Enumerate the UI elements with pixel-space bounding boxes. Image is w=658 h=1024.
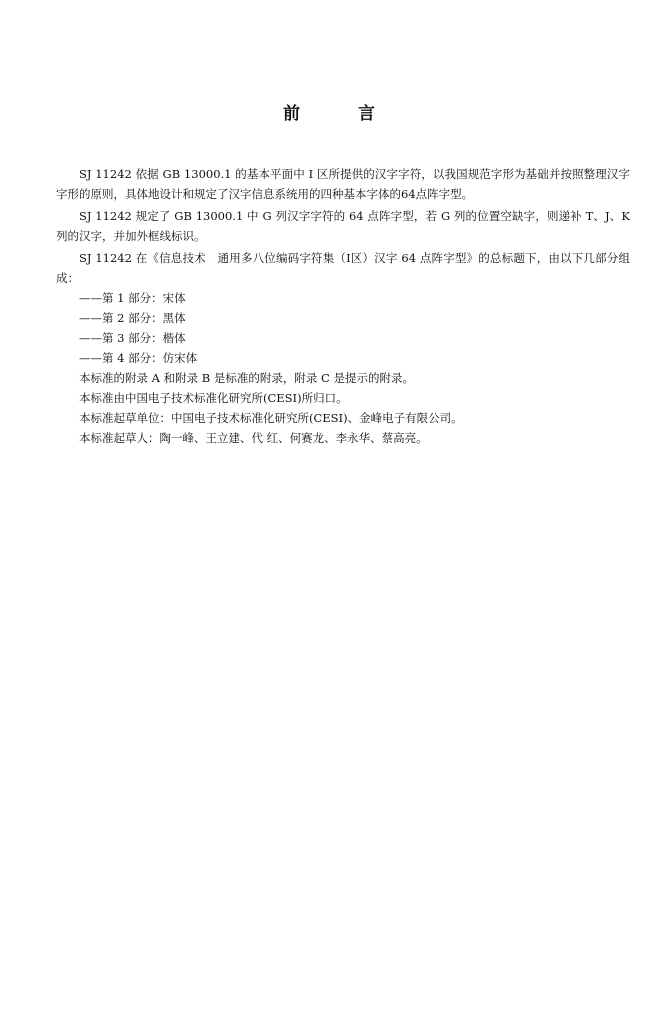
note-drafters: 本标准起草人：陶一峰、王立建、代 红、何赛龙、李永华、蔡高亮。 <box>79 431 428 445</box>
list-item-part-4: ——第 4 部分：仿宋体 <box>79 351 198 365</box>
paragraph-structure: SJ 11242 在《信息技术 通用多八位编码字符集（I区）汉字 64 点阵字型》的总标题下，由以下几部分组成： <box>56 251 630 285</box>
list-item-part-3: ——第 3 部分：楷体 <box>79 331 186 345</box>
list-item-part-2: ——第 2 部分：黑体 <box>79 311 186 325</box>
notes-block <box>56 368 630 448</box>
note-administration: 本标准由中国电子技术标准化研究所(CESI)所归口。 <box>79 391 348 405</box>
note-appendix: 本标准的附录 A 和附录 B 是标准的附录，附录 C 是提示的附录。 <box>79 371 414 385</box>
list-item-part-1: ——第 1 部分：宋体 <box>79 291 186 305</box>
parts-list <box>56 288 630 368</box>
note-drafting-units: 本标准起草单位：中国电子技术标准化研究所(CESI)、金峰电子有限公司。 <box>79 411 463 425</box>
document-body <box>56 164 630 448</box>
page-title: 前言 <box>283 104 433 124</box>
paragraph-g-column: SJ 11242 规定了 GB 13000.1 中 G 列汉字字符的 64 点阵字型，若 G 列的位置空缺字，则递补 T、J、K 列的汉字，并加外框线标识。 <box>56 209 630 243</box>
paragraph-intro: SJ 11242 依据 GB 13000.1 的基本平面中 I 区所提供的汉字字符，以我国规范字形为基础并按照整理汉字字形的原则，具体地设计和规定了汉字信息系统用的四种基本字体的64点阵字型。 <box>56 167 630 201</box>
